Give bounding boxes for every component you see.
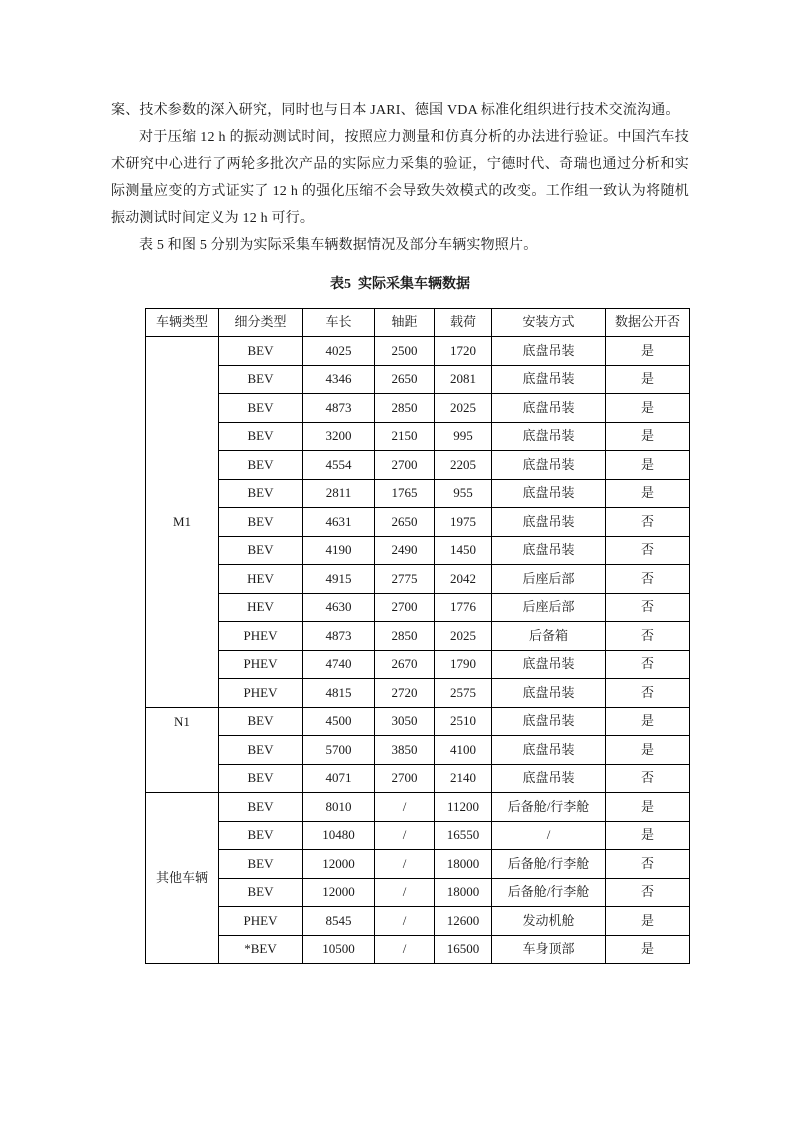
table-cell: 否 [606,593,690,622]
table-cell: 8010 [303,793,375,822]
column-header-wheelbase: 轴距 [375,309,435,337]
table-cell: 11200 [435,793,492,822]
table-cell: BEV [219,337,303,366]
table-row [146,622,690,651]
table-cell: 10480 [303,821,375,850]
table-cell: 是 [606,422,690,451]
table-cell: 底盘吊装 [492,679,606,708]
table-cell: 否 [606,508,690,537]
table-cell: 发动机舱 [492,907,606,936]
table-cell: 否 [606,650,690,679]
table-cell: 否 [606,565,690,594]
table-cell: 8545 [303,907,375,936]
table-row [146,764,690,793]
table-cell: BEV [219,878,303,907]
table-cell: 底盘吊装 [492,337,606,366]
table-row [146,650,690,679]
table-cell: / [375,850,435,879]
table-cell: 底盘吊装 [492,365,606,394]
vehicle-type-group-cell: M1 [146,337,219,708]
table-row [146,793,690,822]
table-cell: 2670 [375,650,435,679]
table-cell: 后备舱/行李舱 [492,850,606,879]
column-header-load: 载荷 [435,309,492,337]
table-cell: BEV [219,793,303,822]
table-cell: BEV [219,707,303,736]
table-cell: HEV [219,593,303,622]
table-cell: 是 [606,451,690,480]
table-cell: 2140 [435,764,492,793]
table-cell: 2575 [435,679,492,708]
vehicle-type-group-cell: 其他车辆 [146,793,219,964]
table-cell: 是 [606,821,690,850]
vehicle-type-group-cell: N1 [146,707,219,793]
table-cell: 2081 [435,365,492,394]
column-header-data-public: 数据公开否 [606,309,690,337]
table-cell: 2650 [375,508,435,537]
table-cell: 2490 [375,536,435,565]
table-cell: 12000 [303,878,375,907]
table-cell: 4631 [303,508,375,537]
table-cell: 否 [606,764,690,793]
table-row [146,451,690,480]
table-cell: 是 [606,907,690,936]
table-cell: BEV [219,736,303,765]
table-cell: PHEV [219,622,303,651]
table-cell: 3850 [375,736,435,765]
table-cell: 4500 [303,707,375,736]
table-cell: BEV [219,536,303,565]
table-cell: HEV [219,565,303,594]
table-cell: 2700 [375,593,435,622]
column-header-vehicle-type: 车辆类型 [146,309,219,337]
table-cell: 2150 [375,422,435,451]
table-cell: 后备舱/行李舱 [492,793,606,822]
table-cell: 底盘吊装 [492,707,606,736]
table-cell: / [375,935,435,964]
table-cell: 底盘吊装 [492,479,606,508]
table-row [146,394,690,423]
table-cell: 2205 [435,451,492,480]
table-cell: PHEV [219,679,303,708]
table-cell: 是 [606,337,690,366]
table-cell: 2042 [435,565,492,594]
table-cell: 2500 [375,337,435,366]
table-cell: / [375,907,435,936]
body-paragraph: 表 5 和图 5 分别为实际采集车辆数据情况及部分车辆实物照片。 [139,238,538,253]
table-cell: 2811 [303,479,375,508]
table-row [146,707,690,736]
table-cell: 是 [606,707,690,736]
table-row [146,736,690,765]
column-header-sub-type: 细分类型 [219,309,303,337]
table-cell: / [492,821,606,850]
table-cell: 10500 [303,935,375,964]
table-cell: *BEV [219,935,303,964]
table-cell: BEV [219,508,303,537]
table-cell: 2510 [435,707,492,736]
table-cell: PHEV [219,650,303,679]
table-cell: 2850 [375,394,435,423]
table-cell: 2775 [375,565,435,594]
table-cell: 底盘吊装 [492,536,606,565]
table-cell: 5700 [303,736,375,765]
table-row [146,508,690,537]
table-row [146,878,690,907]
table-cell: 底盘吊装 [492,451,606,480]
table-cell: 1720 [435,337,492,366]
table-cell: PHEV [219,907,303,936]
table-cell: 4815 [303,679,375,708]
table-cell: 2850 [375,622,435,651]
table-cell: 底盘吊装 [492,650,606,679]
table-cell: 底盘吊装 [492,508,606,537]
table-cell: 底盘吊装 [492,736,606,765]
table-row [146,422,690,451]
table-cell: 12600 [435,907,492,936]
table-cell: 4740 [303,650,375,679]
table-cell: 是 [606,394,690,423]
table-cell: 4346 [303,365,375,394]
table-cell: 3200 [303,422,375,451]
table-cell: 底盘吊装 [492,764,606,793]
table-row [146,821,690,850]
table-cell: 12000 [303,850,375,879]
table-row [146,907,690,936]
table-cell: 是 [606,365,690,394]
table-cell: 是 [606,736,690,765]
table-row [146,337,690,366]
table-cell: 后备箱 [492,622,606,651]
table-cell: 否 [606,536,690,565]
table-cell: 2700 [375,451,435,480]
table-cell: 1450 [435,536,492,565]
table-cell: 1975 [435,508,492,537]
table-row [146,679,690,708]
table-cell: 4025 [303,337,375,366]
table-cell: 是 [606,935,690,964]
table-cell: / [375,793,435,822]
table-body [146,337,690,964]
table-cell: 1776 [435,593,492,622]
table-cell: 4100 [435,736,492,765]
table-cell: 是 [606,793,690,822]
table-cell: 否 [606,878,690,907]
table-cell: 16500 [435,935,492,964]
table-row [146,565,690,594]
column-header-mount-method: 安装方式 [492,309,606,337]
table-row [146,850,690,879]
table-cell: BEV [219,394,303,423]
body-paragraph: 对于压缩 12 h 的振动测试时间，按照应力测量和仿真分析的办法进行验证。中国汽车技术研究中心进行了两轮多批次产品的实际应力采集的验证，宁德时代、奇瑞也通过分析和实际测量应变的方式证实了 12 h 的强化压缩不会导致失效模式的改变。工作组一致认为将随机振动测试时间定义为 12 h 可行。 [111,130,689,226]
table-cell: 后座后部 [492,593,606,622]
table-cell: 后座后部 [492,565,606,594]
header-row [146,309,690,337]
table-cell: 3050 [375,707,435,736]
table-cell: 否 [606,850,690,879]
table-cell: 4071 [303,764,375,793]
page-content [111,97,689,964]
table-cell: 是 [606,479,690,508]
body-paragraph: 案、技术参数的深入研究，同时也与日本 JARI、德国 VDA 标准化组织进行技术交流沟通。 [111,103,680,118]
table-row [146,935,690,964]
table-cell: 4873 [303,622,375,651]
table-cell: 2650 [375,365,435,394]
table-cell: 2700 [375,764,435,793]
table-cell: 2025 [435,394,492,423]
table-cell: 底盘吊装 [492,394,606,423]
table-cell: BEV [219,365,303,394]
table-cell: 车身顶部 [492,935,606,964]
table-cell: 否 [606,679,690,708]
table-row [146,479,690,508]
table-cell: 4190 [303,536,375,565]
table-cell: 底盘吊装 [492,422,606,451]
table-row [146,536,690,565]
table-cell: 16550 [435,821,492,850]
table-cell: 后备舱/行李舱 [492,878,606,907]
table-cell: / [375,878,435,907]
table-cell: BEV [219,850,303,879]
table-cell: 18000 [435,850,492,879]
table-cell: 1765 [375,479,435,508]
table-cell: 955 [435,479,492,508]
table-cell: 4873 [303,394,375,423]
table-cell: 否 [606,622,690,651]
table-cell: 18000 [435,878,492,907]
vehicle-data-table [145,308,690,964]
table-cell: 995 [435,422,492,451]
table-cell: BEV [219,479,303,508]
table-cell: 1790 [435,650,492,679]
table-row [146,593,690,622]
table-cell: BEV [219,451,303,480]
table-cell: 4630 [303,593,375,622]
table-cell: 2025 [435,622,492,651]
table-cell: BEV [219,764,303,793]
table-cell: BEV [219,422,303,451]
table-cell: BEV [219,821,303,850]
table-cell: 2720 [375,679,435,708]
table-row [146,365,690,394]
column-header-length: 车长 [303,309,375,337]
table-cell: 4915 [303,565,375,594]
table-cell: 4554 [303,451,375,480]
table-caption: 表5 实际采集车辆数据 [330,277,470,292]
table-cell: / [375,821,435,850]
